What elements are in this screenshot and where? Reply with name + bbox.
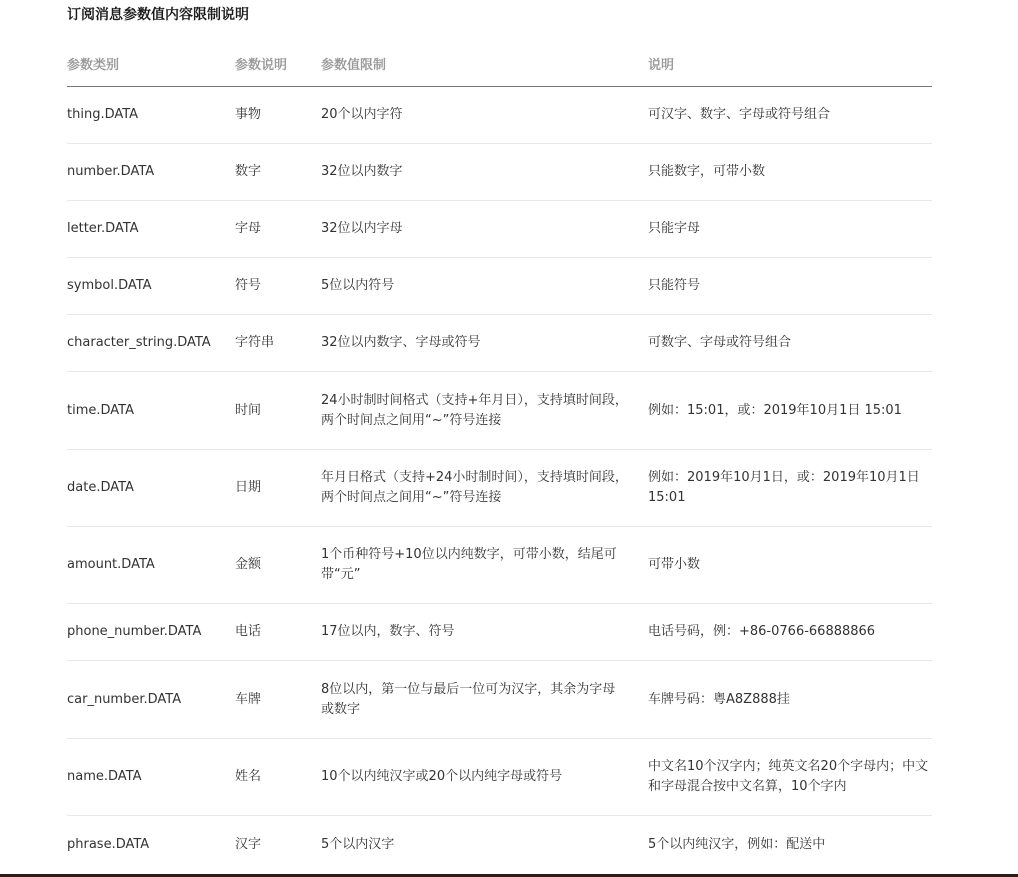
cell-note: 可数字、字母或符号组合 (648, 335, 792, 350)
cell-limit: 10个以内纯汉字或20个以内纯字母或符号 (321, 769, 563, 784)
cell-type: character_string.DATA (67, 335, 211, 350)
header-value-limit: 参数值限制 (321, 58, 387, 73)
cell-desc: 字符串 (235, 335, 275, 350)
cell-note: 只能字母 (648, 221, 701, 236)
cell-desc: 数字 (235, 164, 262, 179)
cell-type: time.DATA (67, 402, 134, 418)
cell-desc: 日期 (235, 480, 262, 495)
cell-type: phone_number.DATA (67, 624, 202, 639)
cell-note: 5个以内纯汉字，例如：配送中 (648, 836, 826, 852)
page-title: 订阅消息参数值内容限制说明 (67, 7, 249, 23)
cell-note: 只能符号 (648, 278, 701, 293)
cell-note: 中文名10个汉字内；纯英文名20个字母内；中文和字母混合按中文名算，10个字内 (648, 759, 929, 794)
cell-type: symbol.DATA (67, 278, 152, 293)
header-note: 说明 (648, 58, 675, 73)
table-row (67, 87, 932, 144)
cell-note: 例如：15:01，或：2019年10月1日 15:01 (648, 402, 902, 418)
cell-type: amount.DATA (67, 557, 155, 572)
cell-limit: 5位以内符号 (321, 278, 395, 293)
cell-type: letter.DATA (67, 221, 139, 236)
cell-limit: 年月日格式（支持+24小时制时间），支持填时间段，两个时间点之间用“~”符号连接 (321, 470, 628, 505)
cell-desc: 符号 (235, 278, 262, 293)
cell-type: name.DATA (67, 769, 142, 784)
cell-limit: 1个币种符号+10位以内纯数字，可带小数，结尾可带“元” (321, 547, 617, 582)
cell-limit: 17位以内，数字、符号 (321, 624, 455, 639)
header-param-desc: 参数说明 (235, 58, 288, 73)
table-row (67, 201, 932, 258)
cell-type: phrase.DATA (67, 836, 150, 852)
cell-limit: 20个以内字符 (321, 107, 403, 122)
table-row (67, 315, 932, 372)
cell-type: car_number.DATA (67, 691, 182, 707)
cell-note: 可带小数 (648, 557, 701, 572)
cell-type: date.DATA (67, 480, 134, 495)
table-row (67, 258, 932, 315)
table-row (67, 527, 932, 604)
cell-desc: 电话 (235, 624, 262, 639)
cell-note: 电话号码，例：+86-0766-66888866 (648, 624, 876, 639)
data-table (67, 46, 932, 873)
cell-desc: 车牌 (235, 691, 262, 707)
header-param-type: 参数类别 (67, 58, 120, 73)
cell-type: thing.DATA (67, 107, 139, 122)
table-row (67, 450, 932, 527)
cell-desc: 事物 (235, 107, 262, 122)
table-row (67, 372, 932, 450)
table-row (67, 604, 932, 661)
cell-note: 例如：2019年10月1日，或：2019年10月1日 15:01 (648, 470, 920, 505)
cell-desc: 汉字 (235, 836, 262, 852)
table-row (67, 816, 932, 873)
table-header (67, 46, 932, 87)
cell-type: number.DATA (67, 164, 155, 179)
cell-limit: 32位以内数字、字母或符号 (321, 335, 481, 350)
cell-note: 只能数字，可带小数 (648, 164, 766, 179)
cell-desc: 时间 (235, 402, 262, 418)
cell-limit: 8位以内，第一位与最后一位可为汉字，其余为字母或数字 (321, 681, 616, 717)
table-row (67, 144, 932, 201)
cell-desc: 金额 (235, 557, 262, 572)
cell-note: 车牌号码：粤A8Z888挂 (648, 691, 790, 707)
cell-desc: 姓名 (235, 769, 262, 784)
cell-desc: 字母 (235, 221, 262, 236)
cell-limit: 32位以内数字 (321, 164, 403, 179)
table-row (67, 661, 932, 739)
cell-limit: 5个以内汉字 (321, 836, 395, 852)
table-row (67, 739, 932, 816)
cell-note: 可汉字、数字、字母或符号组合 (648, 107, 831, 122)
cell-limit: 32位以内字母 (321, 221, 403, 236)
cell-limit: 24小时制时间格式（支持+年月日），支持填时间段，两个时间点之间用“~”符号连接 (321, 392, 628, 428)
